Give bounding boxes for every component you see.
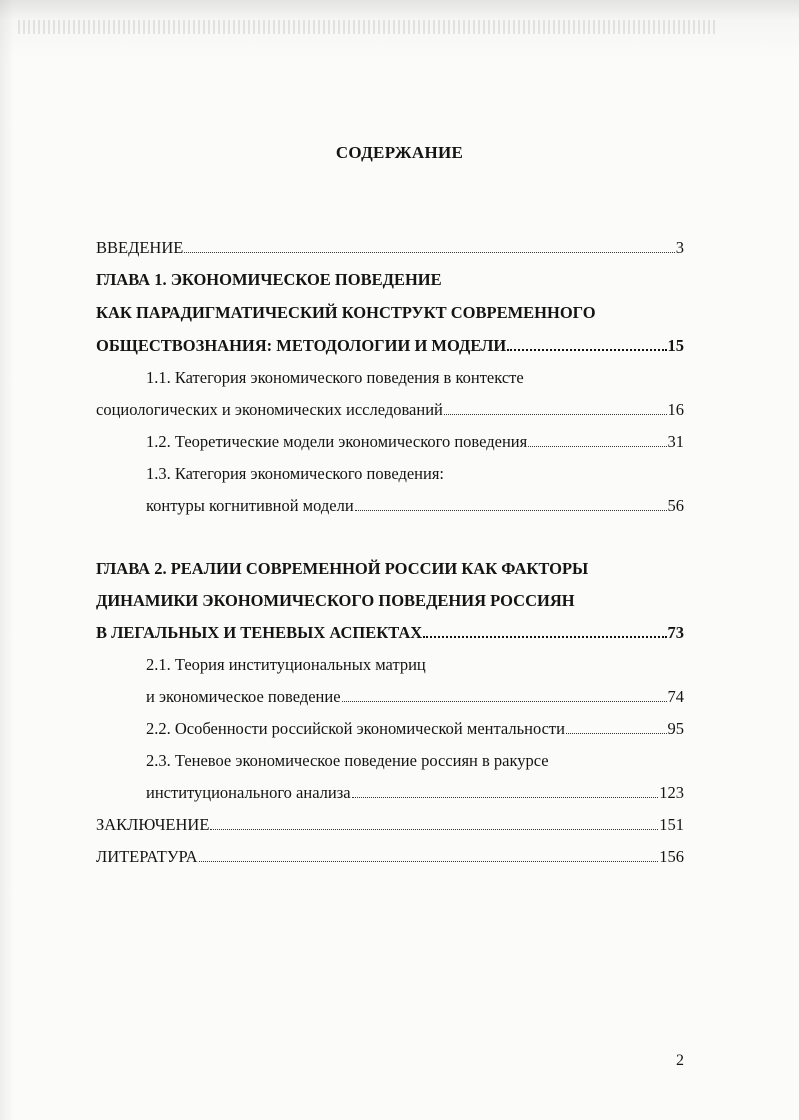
toc-label: 1.3. Категория экономического поведения: [146,464,444,483]
scan-streak [18,20,718,34]
dot-leader [199,860,659,862]
toc-page: 3 [675,238,684,257]
toc-page: 16 [667,400,684,419]
toc-label: ГЛАВА 2. РЕАЛИИ СОВРЕМЕННОЙ РОССИИ КАК ФАКТОРЫ [96,559,589,578]
toc-label: контуры когнитивной модели [146,496,354,515]
toc-entry-section-2-1[interactable] [146,687,684,707]
toc-chapter-2-line-1[interactable] [96,559,588,579]
dot-leader [566,732,667,734]
page-number: 2 [676,1052,684,1069]
toc-page: 15 [667,336,684,355]
dot-leader [507,348,666,351]
toc-entry-chapter-1[interactable] [96,336,684,356]
toc-entry-section-2-2[interactable] [146,719,684,739]
toc-entry-section-1-2[interactable] [146,432,684,452]
toc-entry-chapter-2[interactable] [96,623,684,643]
toc-entry-literature[interactable] [96,847,684,867]
toc-page: 73 [667,623,684,642]
toc-label: 2.1. Теория институциональных матриц [146,655,426,674]
toc-chapter-1-line-1[interactable] [96,270,442,290]
toc-page: 95 [667,719,684,738]
toc-label: 1.1. Категория экономического поведения в контексте [146,368,524,387]
toc-label: ДИНАМИКИ ЭКОНОМИЧЕСКОГО ПОВЕДЕНИЯ РОССИЯН [96,591,575,610]
toc-label: ВВЕДЕНИЕ [96,238,184,257]
toc-label: ЛИТЕРАТУРА [96,847,198,866]
page-title: СОДЕРЖАНИЕ [335,143,464,162]
toc-section-2-1-line-1[interactable] [146,655,426,675]
toc-page: 31 [667,432,684,451]
toc-label: ГЛАВА 1. ЭКОНОМИЧЕСКОЕ ПОВЕДЕНИЕ [96,270,442,289]
toc-page: 151 [659,815,684,834]
toc-label: ОБЩЕСТВОЗНАНИЯ: МЕТОДОЛОГИИ И МОДЕЛИ [96,336,507,355]
dot-leader [528,445,666,447]
dot-leader [342,700,667,702]
toc-label: социологических и экономических исследований [96,400,443,419]
toc-label: и экономическое поведение [146,687,341,706]
toc-label: институционального анализа [146,783,351,802]
dot-leader [444,413,667,415]
toc-label: ЗАКЛЮЧЕНИЕ [96,815,210,834]
toc-page: 74 [667,687,684,706]
toc-entry-intro[interactable] [96,238,684,258]
toc-entry-conclusion[interactable] [96,815,684,835]
toc-section-1-3-line-1[interactable] [146,464,444,484]
toc-section-1-1-line-1[interactable] [146,368,524,388]
scan-shadow-left [0,0,14,1120]
toc-chapter-2-line-2[interactable] [96,591,575,611]
dot-leader [210,828,658,830]
dot-leader [352,796,659,798]
toc-label: В ЛЕГАЛЬНЫХ И ТЕНЕВЫХ АСПЕКТАХ [96,623,423,642]
toc-page: 56 [667,496,684,515]
dot-leader [355,509,667,511]
toc-entry-section-1-3[interactable] [146,496,684,516]
dot-leader [423,635,666,638]
toc-section-2-3-line-1[interactable] [146,751,549,771]
toc-page: 123 [659,783,684,802]
dot-leader [184,251,674,253]
toc-entry-section-2-3[interactable] [146,783,684,803]
toc-entry-section-1-1[interactable] [96,400,684,420]
toc-chapter-1-line-2[interactable] [96,303,596,323]
toc-label: 2.2. Особенности российской экономической ментальности [146,719,565,738]
toc-page: 156 [659,847,684,866]
toc-label: 1.2. Теоретические модели экономического поведения [146,432,528,451]
toc-label: КАК ПАРАДИГМАТИЧЕСКИЙ КОНСТРУКТ СОВРЕМЕННОГО [96,303,596,322]
toc-label: 2.3. Теневое экономическое поведение россиян в ракурсе [146,751,549,770]
